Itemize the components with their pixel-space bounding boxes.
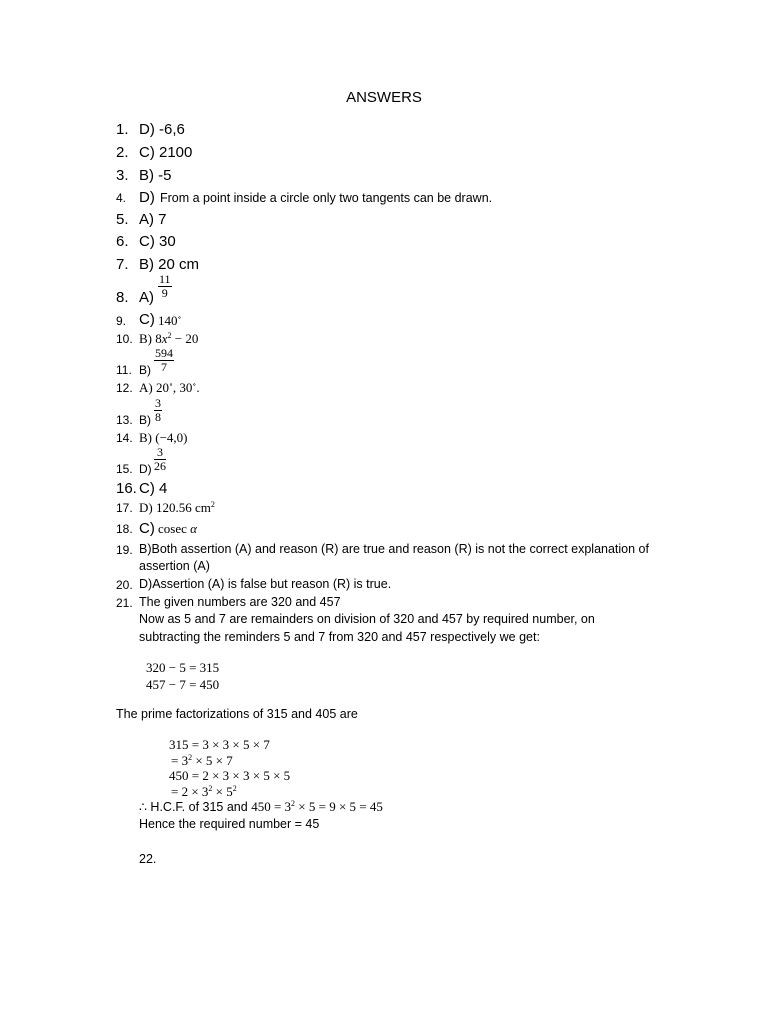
answer-text: D)Assertion (A) is false but reason (R) is true.: [139, 577, 392, 591]
answer-math: B) $8x^2 - 20$: [139, 331, 199, 346]
fraction: [158, 273, 172, 300]
answer-label: B): [139, 363, 151, 377]
answer-text: C) 30: [139, 233, 176, 250]
fraction: [154, 347, 174, 374]
answer-label: B): [139, 413, 151, 427]
fraction-denominator: 8: [155, 410, 161, 424]
equation: 457 − 7 = 450: [146, 677, 220, 692]
equation: 320 − 5 = 315: [146, 660, 220, 675]
answer-math: D) 120.56 $cm^2$: [139, 500, 215, 515]
factorization-line: 450 = 2 × 3 × 3 × 5 × 5: [169, 768, 291, 783]
answer-text: D) -6,6: [139, 121, 185, 138]
answer-math: A) 20∘, 30∘.: [139, 380, 200, 395]
answer-math: B) (−4,0): [139, 430, 188, 445]
fraction-denominator: 7: [161, 360, 167, 374]
answer-text-continued: assertion (A): [139, 559, 210, 573]
answer-number: 1.: [116, 121, 129, 138]
answer-number: 6.: [116, 233, 129, 250]
hcf-line: ∴ H.C.F. of 315 and $450 = 3^2 \times 5 = 9 \times 5 = 45$: [139, 799, 383, 814]
answer-text: The given numbers are 320 and 457: [139, 595, 341, 609]
answer-text: B) 20 cm: [139, 256, 200, 273]
answer-label: C): [139, 311, 155, 328]
page-title: ANSWERS: [346, 89, 422, 106]
answer-number: 12.: [116, 381, 133, 395]
answer-label: D): [139, 189, 155, 206]
answer-number: 11.: [116, 363, 132, 377]
prime-factorization-intro: The prime factorizations of 315 and 405 are: [116, 707, 358, 721]
fraction-numerator: 3: [154, 446, 166, 460]
answer-number: 15.: [116, 462, 133, 476]
factorization-line: = $2 \times 3^2 \times 5^2$: [171, 784, 237, 799]
factorization-line: 315 = 3 × 3 × 5 × 7: [169, 737, 270, 752]
fraction-numerator: 3: [155, 396, 161, 410]
answer-label: D): [139, 462, 152, 476]
conclusion-line: Hence the required number = 45: [139, 817, 320, 831]
answer-number: 21.: [116, 596, 133, 610]
answer-number: 17.: [116, 501, 133, 515]
answer-number: 13.: [116, 413, 133, 427]
answer-number: 20.: [116, 578, 133, 592]
answer-text: B)Both assertion (A) and reason (R) are true and reason (R) is not the correct explanation of: [139, 542, 649, 556]
answer-number: 14.: [116, 431, 133, 445]
fraction-denominator: 9: [161, 286, 168, 300]
answer-number: 4.: [116, 191, 127, 205]
answer-number: 19.: [116, 543, 133, 557]
answer-number: 2.: [116, 144, 129, 161]
answer-number: 3.: [116, 167, 129, 184]
answer-text-continued: Now as 5 and 7 are remainders on division of 320 and 457 by required number, on: [139, 612, 595, 626]
answer-text: From a point inside a circle only two tangents can be drawn.: [160, 191, 493, 205]
answer-number: 8.: [116, 289, 129, 306]
answer-label: A): [139, 289, 154, 306]
answer-text: C) 4: [139, 480, 168, 497]
answer-math: cosec α: [158, 521, 197, 536]
question-number: 22.: [139, 852, 157, 866]
answer-text-continued: subtracting the reminders 5 and 7 from 320 and 457 respectively we get:: [139, 630, 540, 644]
answer-label: C): [139, 520, 155, 537]
fraction-numerator: 594: [155, 346, 173, 360]
fraction: [154, 397, 162, 424]
answer-number: 7.: [116, 256, 129, 273]
fraction: [154, 446, 166, 473]
answer-text: A) 7: [139, 211, 167, 228]
answer-number: 10.: [116, 332, 133, 346]
answer-text: B) -5: [139, 167, 172, 184]
answer-number: 18.: [116, 522, 133, 536]
answer-number: 5.: [116, 211, 129, 228]
fraction-numerator: 11: [159, 272, 171, 286]
answer-text: C) 2100: [139, 144, 193, 161]
answer-number: 16.: [116, 480, 137, 497]
fraction-denominator: 26: [154, 459, 166, 473]
answer-math: 140∘: [158, 313, 182, 328]
factorization-line: = $3^2 \times 5 \times 7$: [171, 753, 233, 768]
answer-number: 9.: [116, 314, 127, 328]
